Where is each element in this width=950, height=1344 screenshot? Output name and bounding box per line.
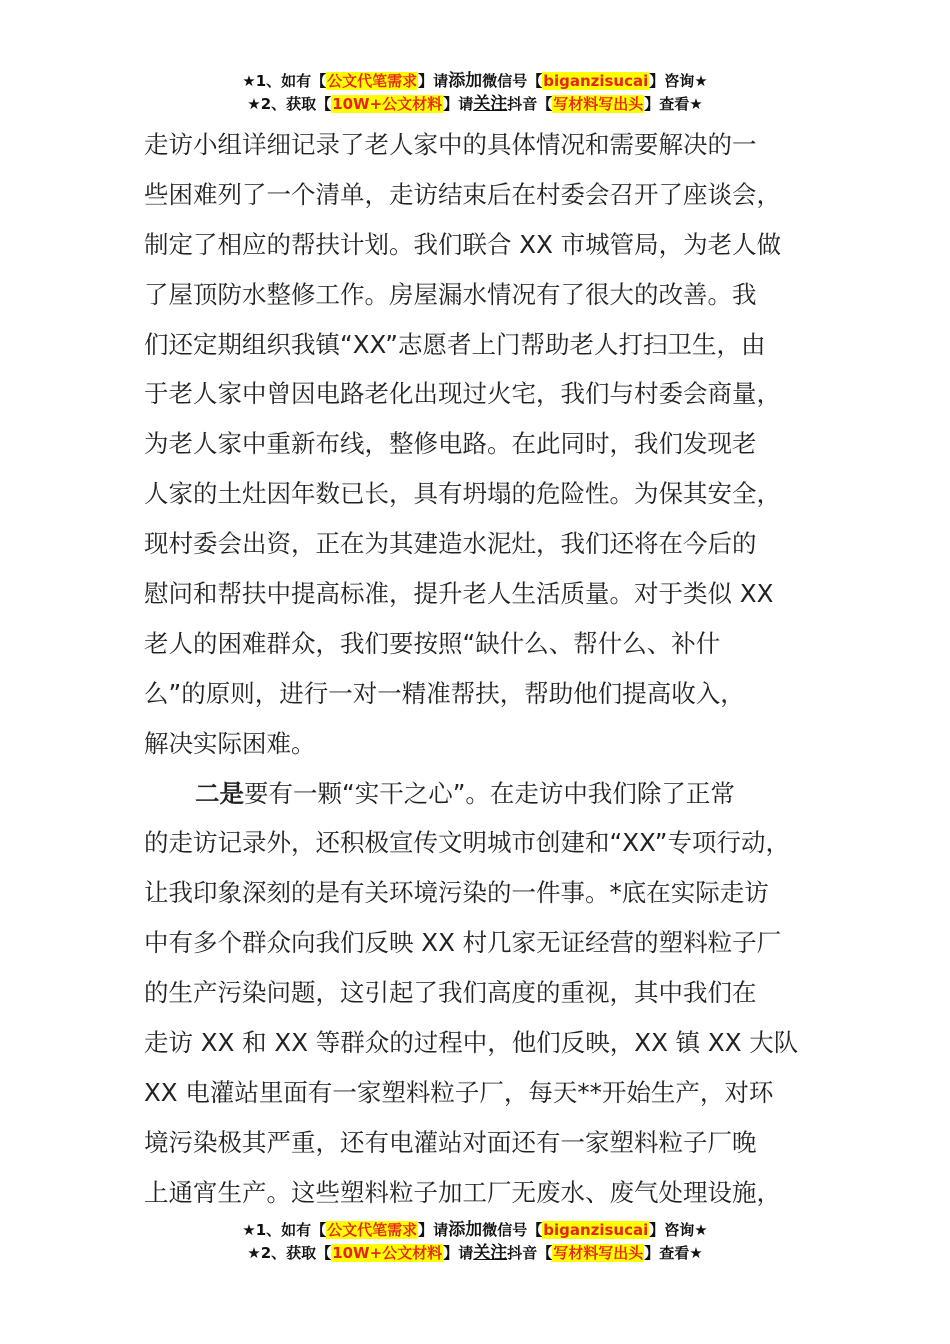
banner-emphasis: 添加 bbox=[448, 1220, 483, 1240]
body-line: 于老人家中曾因电路老化出现过火宅，我们与村委会商量， bbox=[144, 379, 781, 409]
footer-banner-line-1 bbox=[0, 1219, 950, 1241]
body-line: 现村委会出资，正在为其建造水泥灶，我们还将在今后的 bbox=[144, 529, 757, 559]
body-line: 走访小组详细记录了老人家中的具体情况和需要解决的一 bbox=[144, 130, 757, 159]
banner-text: ★1、如有【 bbox=[242, 72, 327, 90]
banner-text: ★1、如有【 bbox=[242, 1221, 327, 1239]
banner-text: 】请 bbox=[443, 1244, 474, 1262]
banner-text: 抖音【 bbox=[507, 1244, 553, 1262]
banner-text: 微信号【 bbox=[482, 1221, 543, 1239]
footer-banner-line-2 bbox=[0, 1242, 950, 1264]
banner-highlight: 公文代笔需求 bbox=[327, 72, 418, 90]
paragraph-2-first-line bbox=[144, 769, 834, 819]
body-line: 解决实际困难。 bbox=[144, 728, 316, 758]
body-line: 走访 XX 和 XX 等群众的过程中，他们反映，XX 镇 XX 大队 bbox=[144, 1028, 799, 1058]
body-line: 了屋顶防水整修工作。房屋漏水情况有了很大的改善。我 bbox=[144, 279, 757, 309]
body-line: 制定了相应的帮扶计划。我们联合 XX 市城管局，为老人做 bbox=[144, 229, 782, 259]
banner-highlight: 写材料写出头 bbox=[553, 95, 644, 113]
body-line: 的走访记录外，还积极宣传文明城市创建和“XX”专项行动， bbox=[144, 828, 790, 858]
banner-highlight: 10W+公文材料 bbox=[332, 1244, 443, 1262]
paragraph-text: 要有一颗“实干之心”。在走访中我们除了正常 bbox=[244, 778, 735, 808]
banner-text: 】咨询★ bbox=[649, 1221, 708, 1239]
paragraph-lead: 二是 bbox=[195, 778, 244, 808]
banner-text: 】咨询★ bbox=[649, 72, 708, 90]
banner-highlight: 公文代笔需求 bbox=[327, 1221, 418, 1239]
banner-highlight: biganzisucai bbox=[543, 1221, 649, 1239]
body-line: 的生产污染问题，这引起了我们高度的重视，其中我们在 bbox=[144, 978, 757, 1008]
banner-text: 】请 bbox=[443, 95, 474, 113]
banner-line-1 bbox=[0, 70, 950, 92]
body-line: 人家的土灶因年数已长，具有坍塌的危险性。为保其安全， bbox=[144, 479, 781, 509]
document-body bbox=[144, 120, 834, 1218]
body-line: 们还定期组织我镇“XX”志愿者上门帮助老人打扫卫生，由 bbox=[144, 329, 766, 359]
banner-text: 】请 bbox=[418, 1221, 449, 1239]
body-line: 上通宵生产。这些塑料粒子加工厂无废水、废气处理设施， bbox=[144, 1177, 781, 1207]
banner-text: 】请 bbox=[418, 72, 449, 90]
banner-highlight: 10W+公文材料 bbox=[332, 95, 443, 113]
banner-text: 抖音【 bbox=[507, 95, 553, 113]
body-line: 中有多个群众向我们反映 XX 村几家无证经营的塑料粒子厂 bbox=[144, 928, 782, 958]
body-line: 些困难列了一个清单，走访结束后在村委会召开了座谈会， bbox=[144, 179, 781, 209]
banner-highlight: 写材料写出头 bbox=[553, 1244, 644, 1262]
banner-highlight: biganzisucai bbox=[543, 72, 649, 90]
body-line: 么”的原则，进行一对一精准帮扶，帮助他们提高收入， bbox=[144, 678, 745, 708]
banner-line-2 bbox=[0, 93, 950, 115]
banner-text: ★2、获取【 bbox=[247, 1244, 332, 1262]
banner-text: 微信号【 bbox=[482, 72, 543, 90]
body-line: 让我印象深刻的是有关环境污染的一件事。*底在实际走访 bbox=[144, 878, 769, 908]
body-line: 境污染极其严重，还有电灌站对面还有一家塑料粒子厂晚 bbox=[144, 1127, 757, 1157]
banner-emphasis: 关注 bbox=[473, 1243, 508, 1263]
banner-text: 】查看★ bbox=[644, 1244, 703, 1262]
banner-emphasis: 添加 bbox=[448, 71, 483, 91]
banner-text: 】查看★ bbox=[644, 95, 703, 113]
body-line: XX 电灌站里面有一家塑料粒子厂，每天**开始生产，对环 bbox=[144, 1077, 774, 1107]
banner-emphasis: 关注 bbox=[473, 94, 508, 114]
body-line: 慰问和帮扶中提高标准，提升老人生活质量。对于类似 XX bbox=[144, 579, 774, 609]
banner-text: ★2、获取【 bbox=[247, 95, 332, 113]
body-line: 为老人家中重新布线，整修电路。在此同时，我们发现老 bbox=[144, 429, 757, 459]
body-line: 老人的困难群众，我们要按照“缺什么、帮什么、补什 bbox=[144, 628, 721, 658]
